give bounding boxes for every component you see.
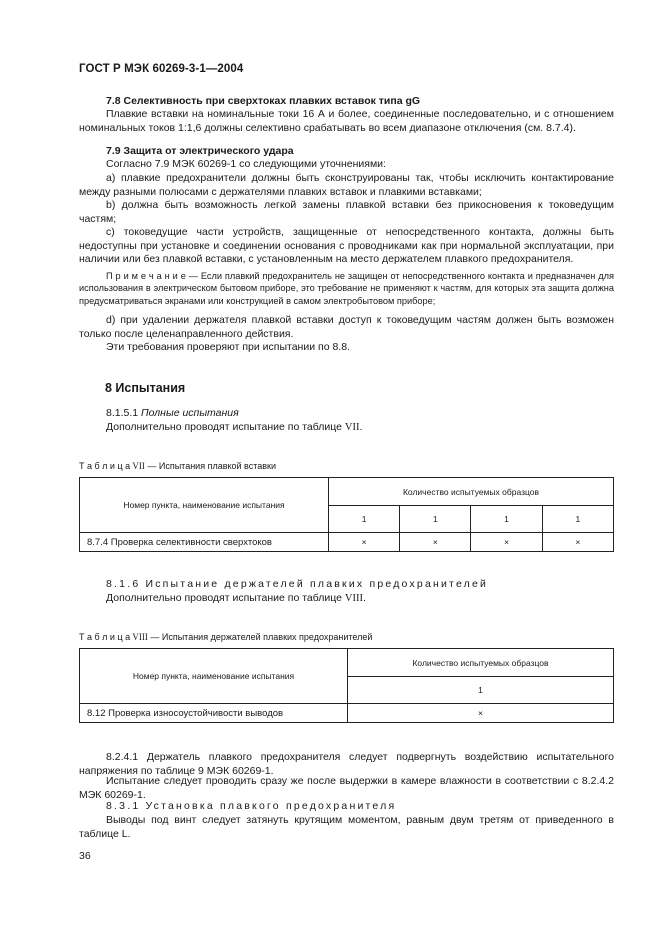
qty-col: 1 [471,506,542,533]
subsection-num: 8.1.5.1 [106,407,139,419]
subsection-8-1-5-1-text [79,421,614,435]
caption-text: — Испытания плавкой вставки [144,461,277,471]
item-d: d) при удалении держателя плавкой вставки доступ к токоведущим частям должен быть возможен только после целенаправленного действия. [79,314,614,340]
document-header: ГОСТ Р МЭК 60269-3-1—2004 [79,63,244,75]
qty-col: 1 [348,677,614,704]
text-part: Дополнительно проводят испытание по таблице [106,592,345,604]
subsection-8-1-5-1 [79,407,614,421]
cross-mark: × [329,533,400,552]
note-text: — Если плавкий предохранитель не защищен от непосредственного контакта и предназначен для использования в электрическом бытовом приборе, это требование не применяют к частям, для которых эта защита должна предусматриваться экранами или конструкцией в самом электробытовом приборе; [79,271,614,306]
item-c: c) токоведущие части устройств, защищенные от непосредственного контакта, должны быть недоступны при установке и соединении основания с проводниками как при нормальной эксплуатации, при наличии или без плавкой вставки, с установленным на место держателем плавкого предохранителя. [79,226,614,266]
section-8-3-1-heading: 8.3.1 Установка плавкого предохранителя [106,800,397,812]
table-8 [79,648,614,723]
caption-label: Т а б л и ц а [79,461,131,471]
text-part: Дополнительно проводят испытание по таблице [106,421,345,433]
check-text: Эти требования проверяют при испытании по 8.8. [106,341,350,353]
cross-mark: × [471,533,542,552]
table-7-caption [79,461,276,471]
caption-num: VIII [130,632,148,642]
text-part: . [359,421,363,433]
caption-num: VII [130,461,145,471]
section-8-2-4-1-text2: Испытание следует проводить сразу же после выдержки в камере влажности в соответствии с 8.2.4.2 МЭК 60269-1. [79,775,614,801]
table-7 [79,477,614,552]
page-number: 36 [79,850,91,862]
qty-col: 1 [329,506,400,533]
section-8-1-6-heading: 8.1.6 Испытание держателей плавких предохранителей [106,578,489,590]
table-row-label: 8.12 Проверка износоустойчивости выводов [80,704,348,723]
cross-mark: × [348,704,614,723]
qty-header: Количество испытуемых образцов [329,478,614,506]
section-7-8-heading: 7.8 Селективность при сверхтоках плавких вставок типа gG [106,95,421,107]
subsection-title: Полные испытания [141,407,239,419]
note [79,270,614,307]
qty-header: Количество испытуемых образцов [348,649,614,677]
section-8-1-6-text [79,592,614,606]
table-ref: VII [344,422,360,433]
section-8-heading: 8 Испытания [105,381,186,395]
cross-mark: × [400,533,471,552]
text-part: . [363,592,366,604]
cross-mark: × [542,533,613,552]
table-ref: VIII [344,593,363,604]
section-8-2-4-1-text: 8.2.4.1 Держатель плавкого предохранителя следует подвергнуть воздействию испытательного напряжения по таблице 9 МЭК 60269-1. [79,751,614,777]
caption-label: Т а б л и ц а [79,632,131,642]
section-8-3-1-text: Выводы под винт следует затянуть крутящим моментом, равным двум третям от приведенного в таблице L. [79,814,614,840]
col-header: Номер пункта, наименование испытания [80,649,348,704]
qty-col: 1 [400,506,471,533]
qty-col: 1 [542,506,613,533]
col-header: Номер пункта, наименование испытания [80,478,329,533]
table-row-label: 8.7.4 Проверка селективности сверхтоков [80,533,329,552]
item-a: a) плавкие предохранители должны быть сконструированы так, чтобы исключить контактирование между разными полюсами с держателями плавких вставок и плавкими вставками; [79,172,614,198]
table-8-caption [79,632,372,642]
caption-text: — Испытания держателей плавких предохранителей [147,632,373,642]
item-b: b) должна быть возможность легкой замены плавкой вставки без прикосновения к токоведущим частям; [79,199,614,225]
section-7-9-heading: 7.9 Защита от электрического удара [106,145,294,157]
note-label: П р и м е ч а н и е [106,271,186,281]
section-7-9-intro: Согласно 7.9 МЭК 60269-1 со следующими уточнениями: [106,158,386,170]
section-7-8-text: Плавкие вставки на номинальные токи 16 А и более, соединенные последовательно, и с отношением номинальных токов 1:1,6 должны селективно срабатывать во всем диапазоне отключения (см. 8.7.4). [79,108,614,134]
